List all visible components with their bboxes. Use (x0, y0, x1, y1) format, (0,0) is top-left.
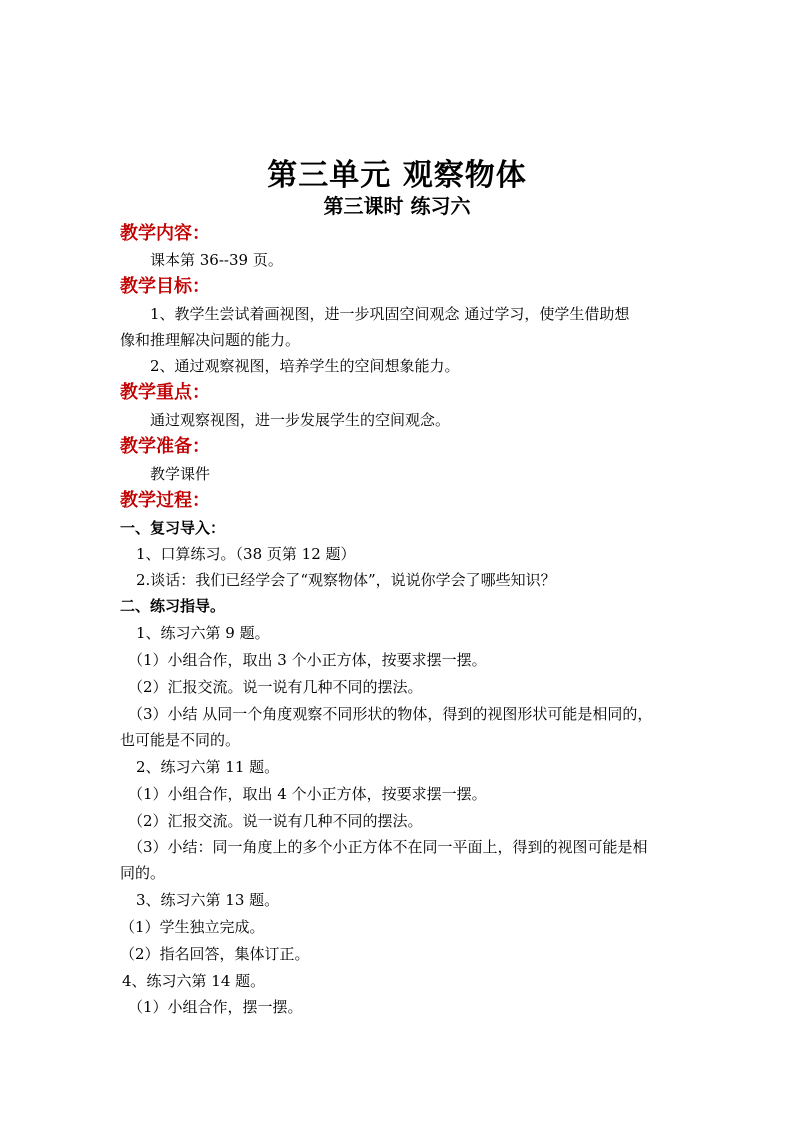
paragraph-line: 1、练习六第 9 题。 (136, 624, 270, 642)
heading-objectives: 教学目标： (120, 276, 210, 297)
heading-content: 教学内容： (120, 223, 210, 244)
section-heading: 一、复习导入： (120, 519, 226, 537)
paragraph-line: （3）小结：同一角度上的多个小正方体不在同一平面上，得到的视图可能是相 (128, 838, 648, 856)
paragraph-line: 2、练习六第 11 题。 (136, 758, 280, 776)
paragraph-line: （3）小结 从同一个角度观察不同形状的物体，得到的视图形状可能是相同的， (128, 705, 653, 723)
document-subtitle: 第三课时 练习六 (323, 194, 471, 218)
document-title: 第三单元 观察物体 (267, 158, 527, 193)
paragraph-line: 3、练习六第 13 题。 (136, 891, 280, 909)
paragraph-line: 2.谈话：我们已经学会了“观察物体”，说说你学会了哪些知识？ (136, 571, 556, 589)
paragraph-line: （2）汇报交流。说一说有几种不同的摆法。 (128, 678, 423, 696)
paragraph-line: 1、口算练习。（38 页第 12 题） (136, 545, 356, 563)
section-heading: 二、练习指导。 (120, 597, 226, 615)
paragraph-line: （1）小组合作，取出 3 个小正方体，按要求摆一摆。 (128, 651, 487, 669)
paragraph-line: （2）指名回答，集体订正。 (120, 945, 310, 963)
heading-preparation: 教学准备： (120, 436, 210, 457)
paragraph-line: （1）学生独立完成。 (120, 918, 265, 936)
paragraph-line: 像和推理解决问题的能力。 (120, 331, 301, 349)
paragraph-line: 通过观察视图，进一步发展学生的空间观念。 (150, 411, 451, 429)
paragraph-line: （1）小组合作，摆一摆。 (128, 998, 303, 1016)
paragraph-line: 也可能是不同的。 (120, 731, 241, 749)
paragraph-line: 同的。 (120, 864, 166, 882)
heading-process: 教学过程： (120, 490, 210, 511)
paragraph-line: 教学课件 (150, 465, 211, 483)
paragraph-line: 2、通过观察视图，培养学生的空间想象能力。 (150, 357, 460, 375)
paragraph-line: （1）小组合作，取出 4 个小正方体，按要求摆一摆。 (128, 785, 487, 803)
paragraph-line: （2）汇报交流。说一说有几种不同的摆法。 (128, 812, 423, 830)
paragraph-line: 1、教学生尝试着画视图，进一步巩固空间观念 通过学习，使学生借助想 (150, 305, 630, 323)
heading-key-points: 教学重点： (120, 382, 210, 403)
paragraph-line: 4、练习六第 14 题。 (122, 972, 266, 990)
paragraph-line: 课本第 36--39 页。 (150, 251, 283, 269)
